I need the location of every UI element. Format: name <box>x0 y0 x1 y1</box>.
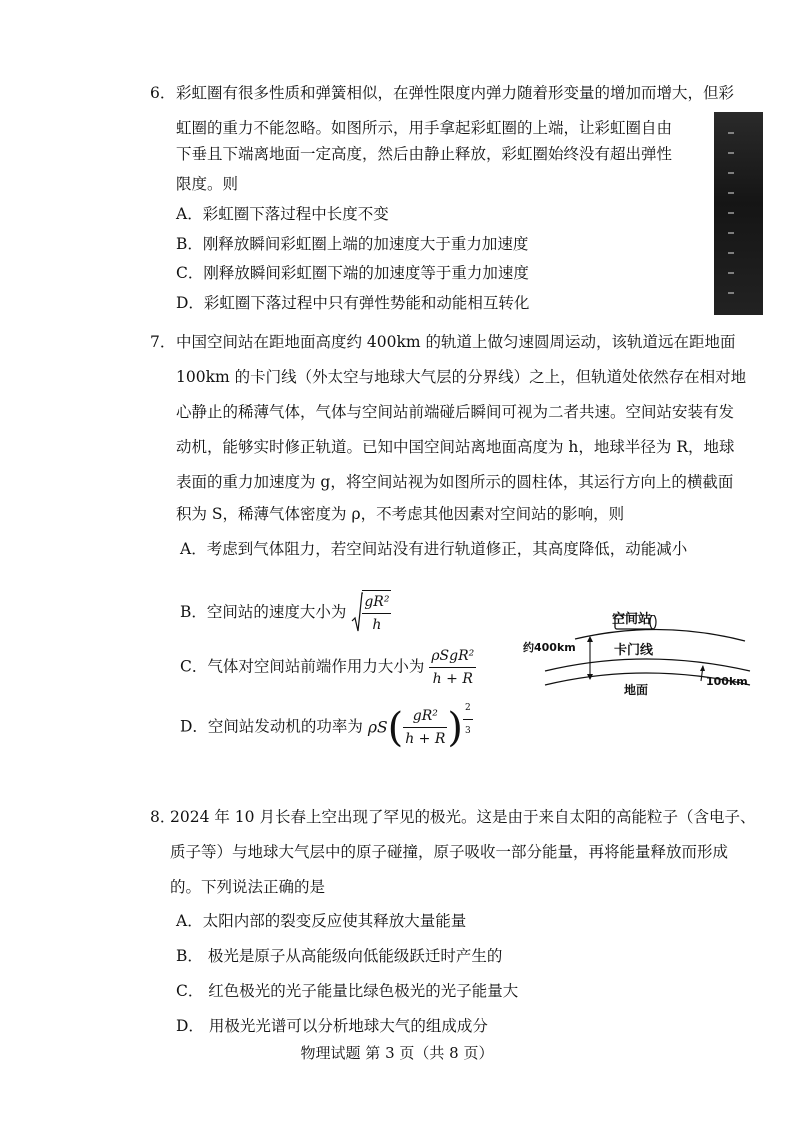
label-100km: 100km <box>706 675 748 688</box>
q7-option-d-label: D．空间站发动机的功率为 <box>180 717 363 736</box>
q7-line-5: 表面的重力加速度为 g，将空间站视为如图所示的圆柱体，其运行方向上的横截面 <box>176 473 734 491</box>
fraction-d-numerator: gR² <box>412 708 438 724</box>
label-altitude: 约400km <box>523 641 576 654</box>
q7-option-c-label: C．气体对空间站前端作用力大小为 <box>180 657 425 676</box>
q8-line-2: 质子等）与地球大气层中的原子碰撞，原子吸收一部分能量，再将能量释放而形成 <box>170 843 729 861</box>
q7-option-b <box>180 590 391 636</box>
karman-line <box>545 659 750 671</box>
altitude-arrow-head-up <box>587 636 593 642</box>
fraction-b-denominator: h <box>362 613 391 636</box>
q8-option-a: A．太阳内部的裂变反应使其释放大量能量 <box>176 912 467 930</box>
q8-line-1: 2024 年 10 月长春上空出现了罕见的极光。这是由于来自太阳的高能粒子（含电子、 <box>170 808 756 826</box>
q8-option-b: B． 极光是原子从高能级向低能级跃迁时产生的 <box>176 947 503 965</box>
q8-option-d: D． 用极光光谱可以分析地球大气的组成成分 <box>176 1017 488 1035</box>
rho-s: ρS <box>367 718 388 737</box>
q7-option-a: A．考虑到气体阻力，若空间站没有进行轨道修正，其高度降低，动能减小 <box>180 540 688 558</box>
q6-option-c: C．刚释放瞬间彩虹圈下端的加速度等于重力加速度 <box>176 264 529 282</box>
page-footer: 物理试题 第 3 页（共 8 页） <box>300 1044 494 1062</box>
question-6-number: 6． <box>150 84 176 102</box>
rainbow-spring-photo <box>714 112 763 315</box>
q6-line-1: 彩虹圈有很多性质和弹簧相似，在弹性限度内弹力随着形变量的增加而增大，但彩 <box>176 84 735 102</box>
fraction-c <box>429 645 476 690</box>
question-8-number: 8． <box>150 808 176 826</box>
fraction-d-denominator: h + R <box>403 727 447 750</box>
q7-option-c <box>180 645 476 690</box>
exponent-denominator: 3 <box>463 719 473 742</box>
q7-line-1: 中国空间站在距地面高度约 400km 的轨道上做匀速圆周运动，该轨道远在距地面 <box>176 333 736 351</box>
q6-line-4: 限度。则 <box>176 175 239 193</box>
q7-line-6: 积为 S，稀薄气体密度为 ρ，不考虑其他因素对空间站的影响，则 <box>176 505 625 523</box>
exponent-numerator: 2 <box>465 703 471 713</box>
fraction-b-numerator: gR² <box>364 594 390 610</box>
label-station: 空间站 <box>612 612 652 627</box>
right-paren: ) <box>447 704 464 751</box>
fraction-b <box>362 590 391 636</box>
label-karman: 卡门线 <box>614 643 654 658</box>
q7-line-4: 动机，能够实时修正轨道。已知中国空间站离地面高度为 h，地球半径为 R，地球 <box>176 438 735 456</box>
q6-line-3: 下垂且下端离地面一定高度，然后由静止释放，彩虹圈始终没有超出弹性 <box>176 145 673 163</box>
left-paren: ( <box>387 704 404 751</box>
q7-line-3: 心静止的稀薄气体，气体与空间站前端碰后瞬间可视为二者共速。空间站安装有发 <box>176 403 735 421</box>
km100-arrow-head <box>700 665 705 671</box>
fraction-d <box>403 705 447 750</box>
orbit-line <box>575 629 745 641</box>
q7-option-b-label: B．空间站的速度大小为 <box>180 603 347 621</box>
q8-line-3: 的。下列说法正确的是 <box>170 878 326 896</box>
q6-option-b: B．刚释放瞬间彩虹圈上端的加速度大于重力加速度 <box>176 235 529 253</box>
fraction-c-denominator: h + R <box>429 667 476 690</box>
q6-option-d: D．彩虹圈下落过程中只有弹性势能和动能相互转化 <box>176 294 530 312</box>
question-7-number: 7． <box>150 333 176 351</box>
exponent-fraction <box>463 697 473 742</box>
q7-option-d <box>180 705 473 750</box>
q6-option-a: A．彩虹圈下落过程中长度不变 <box>176 205 389 223</box>
q7-line-2: 100km 的卡门线（外太空与地球大气层的分界线）之上，但轨道处依然存在相对地 <box>176 368 747 386</box>
label-ground: 地面 <box>624 683 649 697</box>
fraction-c-numerator: ρSgR² <box>431 648 475 664</box>
q6-line-2: 虹圈的重力不能忽略。如图所示，用手拿起彩虹圈的上端，让彩虹圈自由 <box>176 119 673 137</box>
sqrt-expression <box>351 590 391 636</box>
q8-option-c: C． 红色极光的光子能量比绿色极光的光子能量大 <box>176 982 519 1000</box>
